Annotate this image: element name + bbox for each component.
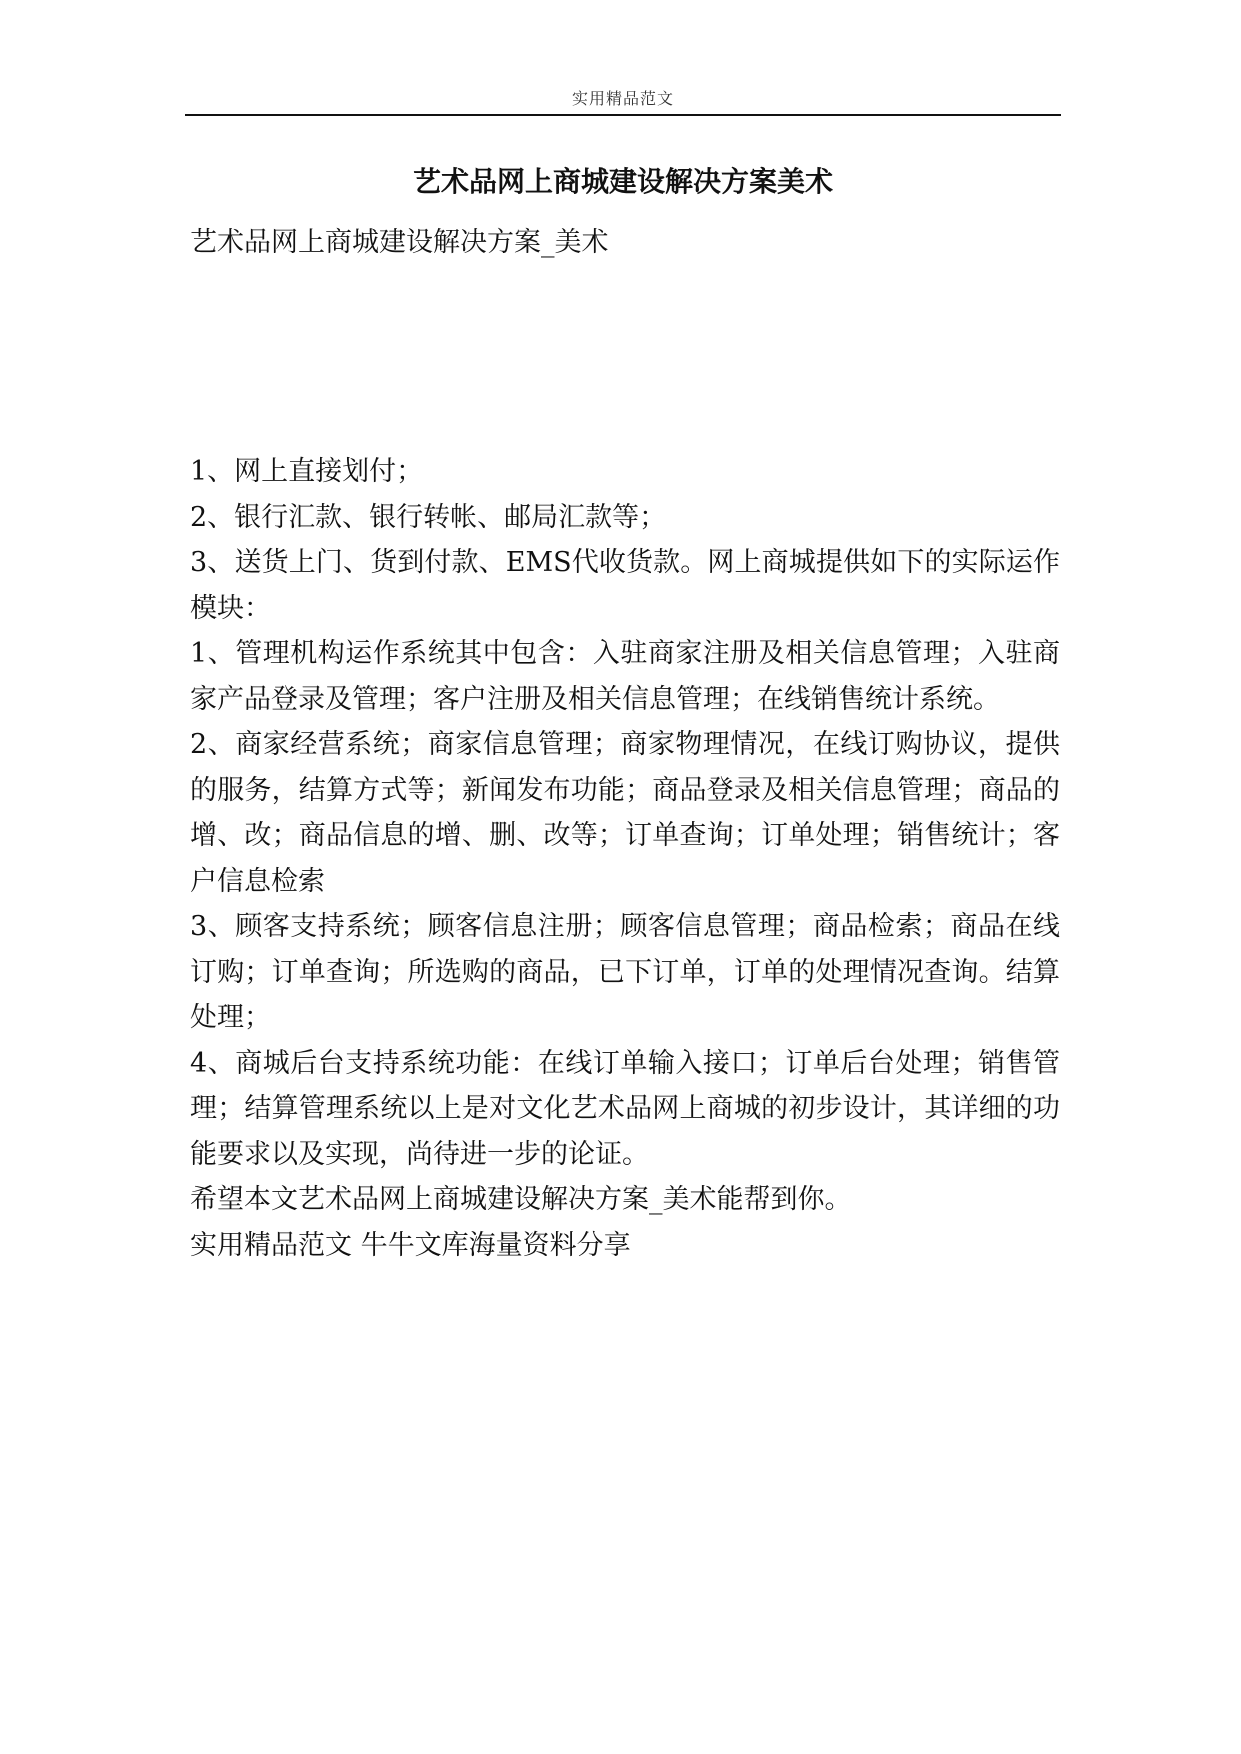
paragraph-merchant-system: 2、商家经营系统；商家信息管理；商家物理情况，在线订购协议，提供的服务，结算方式等；新闻发布功能；商品登录及相关信息管理；商品的增、改；商品信息的增、删、改等；订单查询；订单处理；销售统计；客户信息检索 xyxy=(190,729,1060,897)
paragraph-payment-direct: 1、网上直接划付； xyxy=(190,456,424,487)
paragraph-backend-system: 4、商城后台支持系统功能：在线订单输入接口；订单后台处理；销售管理；结算管理系统以上是对文化艺术品网上商城的初步设计，其详细的功能要求以及实现，尚待进一步的论证。 xyxy=(190,1047,1060,1170)
paragraph-payment-transfer: 2、银行汇款、银行转帐、邮局汇款等； xyxy=(190,501,667,533)
header-divider xyxy=(185,114,1061,116)
paragraph-footer-note: 实用精品范文 牛牛文库海量资料分享 xyxy=(190,1229,631,1261)
page-header: 实用精品范文 xyxy=(571,89,674,108)
document-subtitle: 艺术品网上商城建设解决方案_美术 xyxy=(190,227,609,258)
paragraph-admin-system: 1、管理机构运作系统其中包含：入驻商家注册及相关信息管理；入驻商家产品登录及管理；客户注册及相关信息管理；在线销售统计系统。 xyxy=(190,638,1060,715)
document-body xyxy=(190,449,1060,1268)
paragraph-closing: 希望本文艺术品网上商城建设解决方案_美术能帮到你。 xyxy=(190,1184,852,1215)
document-title: 艺术品网上商城建设解决方案美术 xyxy=(412,165,833,198)
paragraph-delivery-modules: 3、送货上门、货到付款、EMS代收货款。网上商城提供如下的实际运作模块： xyxy=(190,547,1060,624)
paragraph-customer-system: 3、顾客支持系统；顾客信息注册；顾客信息管理；商品检索；商品在线订购；订单查询；所选购的商品，已下订单，订单的处理情况查询。结算处理； xyxy=(190,911,1060,1033)
